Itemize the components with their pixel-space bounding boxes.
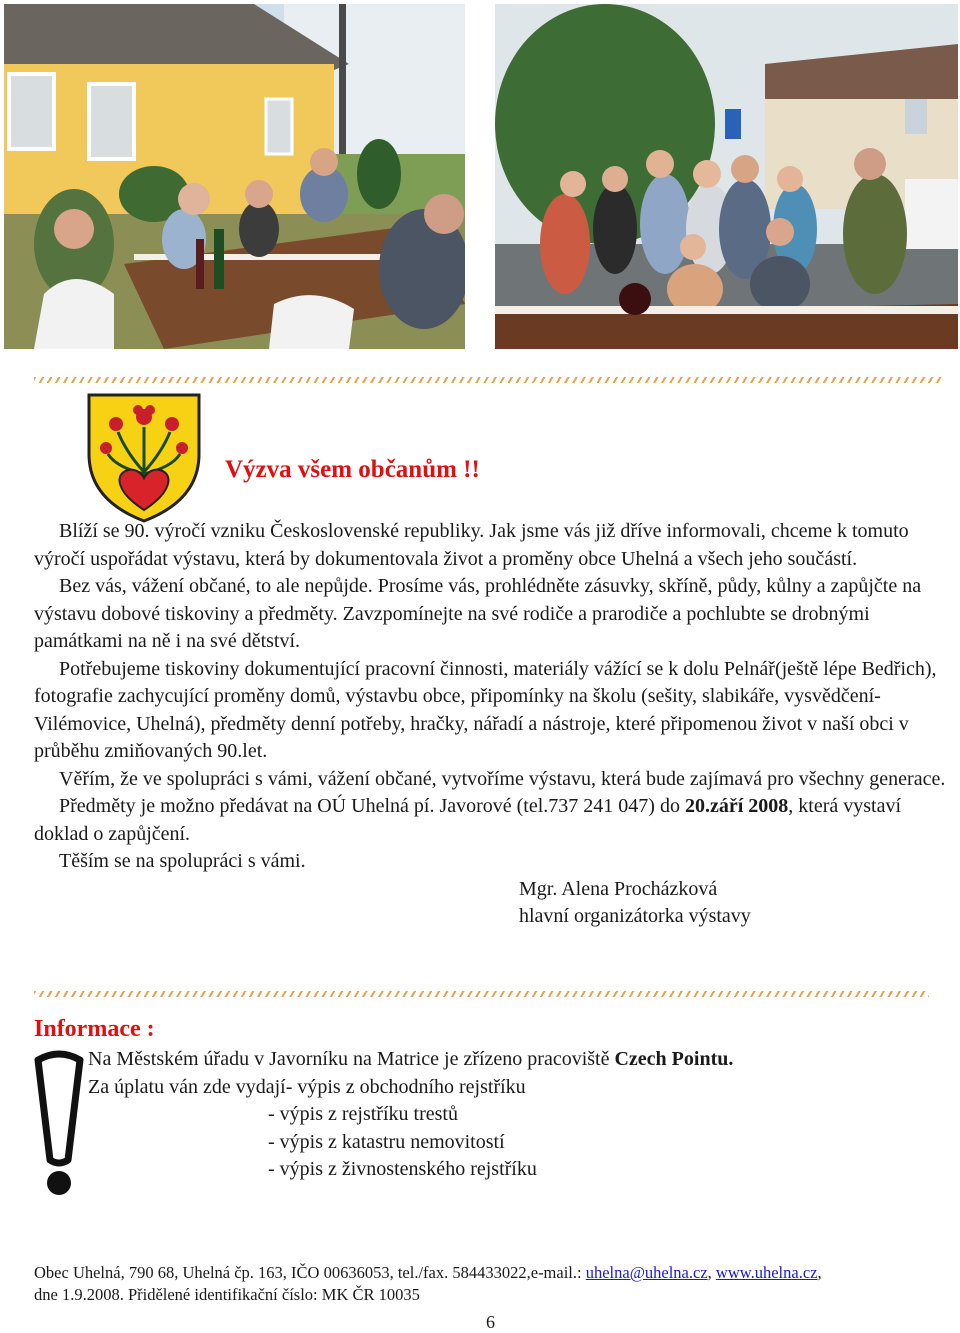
footer-line-2: dne 1.9.2008. Přidělené identifikační číslo: MK ČR 10035 xyxy=(34,1285,420,1304)
page-number: 6 xyxy=(486,1312,495,1332)
signature-name: Mgr. Alena Procházková xyxy=(519,877,718,900)
footer-end: , xyxy=(817,1263,822,1282)
appeal-text xyxy=(34,518,946,931)
footer-line-1 xyxy=(34,1262,946,1284)
paragraph-5-end: , která vystaví doklad o zapůjčení. xyxy=(34,795,902,845)
info-heading: Informace : xyxy=(34,1016,155,1042)
photo-garden-party xyxy=(4,4,465,349)
list-item: - výpis z rejstříku trestů xyxy=(268,1103,458,1125)
signature-role: hlavní organizátorka výstavy xyxy=(519,905,751,927)
info-line-2: Za úplatu ván zde vydají- výpis z obchodního rejstříku xyxy=(88,1075,526,1098)
paragraph-2: Bez vás, vážení občané, to ale nepůjde. Prosíme vás, prohlédněte zásuvky, skříně, půdy, kůlny a zapůjčte na výstavu dobové tiskoviny a předměty. Zavzpomínejte na své rodiče a prarodiče a pochlubte se drobnými památkami na ně i na své dětství. xyxy=(34,575,922,652)
info-text xyxy=(88,1046,948,1184)
info-line-1 xyxy=(88,1046,948,1074)
paragraph-4: Věřím, že ve spolupráci s vámi, vážení občané, vytvoříme výstavu, která bude zajímavá pro všechny generace. xyxy=(59,767,946,790)
divider-bottom xyxy=(34,991,929,997)
coat-of-arms-icon xyxy=(86,392,202,524)
page-title: Výzva všem občanům !! xyxy=(225,456,480,483)
deadline-date: 20.září 2008 xyxy=(684,795,789,817)
footer-separator: , xyxy=(707,1263,716,1282)
website-link[interactable]: www.uhelna.cz xyxy=(715,1263,818,1282)
photo-group-portrait-illustration xyxy=(495,4,958,349)
exclamation-icon xyxy=(34,1050,84,1198)
paragraph-1: Blíží se 90. výročí vzniku Československé republiky. Jak jsme vás již dříve informovali, chceme k tomuto výročí uspořádat výstavu, která by dokumentovala život a proměny obce Uhelná a všech jeho součástí. xyxy=(34,520,909,570)
paragraph-5 xyxy=(34,793,946,848)
photo-garden-party-illustration xyxy=(4,4,465,349)
paragraph-5-start: Předměty je možno předávat na OÚ Uhelná pí. Javorové (tel.737 241 047) do xyxy=(59,795,685,817)
info-line-1-text: Na Městském úřadu v Javorníku na Matrice je zřízeno pracoviště xyxy=(88,1048,615,1070)
footer-address: Obec Uhelná, 790 68, Uhelná čp. 163, IČO 00636053, tel./fax. 584433022,e-mail.: xyxy=(34,1263,586,1282)
list-item: - výpis z katastru nemovitostí xyxy=(268,1130,505,1153)
paragraph-6: Těším se na spolupráci s vámi. xyxy=(59,850,306,872)
czech-point-label: Czech Pointu. xyxy=(614,1048,734,1070)
photo-group-portrait xyxy=(495,4,958,349)
list-item: - výpis z živnostenského rejstříku xyxy=(268,1158,537,1180)
email-link[interactable]: uhelna@uhelna.cz xyxy=(585,1263,708,1282)
footer xyxy=(34,1262,946,1306)
paragraph-3: Potřebujeme tiskoviny dokumentující pracovní činnosti, materiály vážící se k dolu Pelnář(ještě lépe Bedřich), fotografie zachycující proměny domů, výstavbu obce, připomínky na školu (sešity, slabikáře, vysvědčení- Vilémovice, Uhelná), předměty denní potřeby, hračky, nářadí a nástroje, které připomenou život v naší obci v průběhu zmiňovaných 90.let. xyxy=(34,657,937,762)
divider-top xyxy=(34,377,944,383)
